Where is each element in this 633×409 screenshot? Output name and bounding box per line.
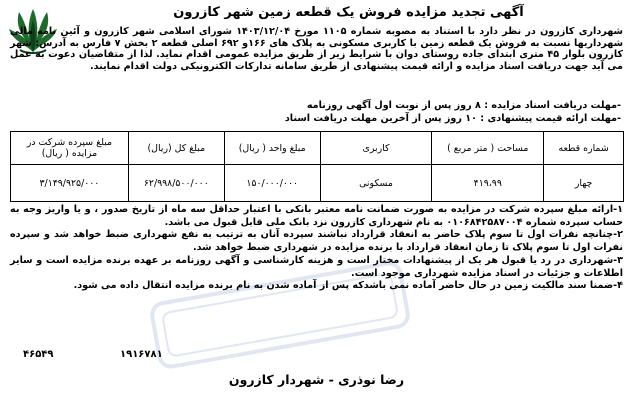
ad-code-right: ۱۹۱۶۷۸۱ <box>120 349 163 360</box>
cell-deposit: ۳/۱۴۹/۹۲۵/۰۰۰ <box>11 165 129 202</box>
cell-unit-price: ۱۵۰/۰۰۰/۰۰۰ <box>224 165 320 202</box>
deadline-offers: -مهلت ارائه قیمت پیشنهادی : ۱۰ روز پس از آخرین مهلت دریافت اسناد <box>284 113 621 124</box>
cell-usage: مسکونی <box>320 165 432 202</box>
term-item: ۲-چنانچه نفرات اول تا سوم پلاک حاضر به انعقاد قرارداد نباشند سپرده آنان به ترتیب به نفع شهرداری ضبط خواهد شد و سپرده نفرات اول تا سوم پلاک تا زمان انعقاد قرارداد با برنده مزایده در شهرداری ضبط خواهد شد. <box>10 229 623 254</box>
header-area: مساحت ( متر مربع ) <box>432 132 544 165</box>
terms-list <box>10 204 623 293</box>
ad-code-left: ۴۶۵۴۹ <box>23 349 54 360</box>
term-item: ۴-ضمنا سند مالکیت زمین در حال حاضر آماده نمی باشدکه پس از آماده شدن به نام برنده مزایده انتقال داده می شود. <box>73 280 623 292</box>
notice-title: آگهی تجدید مزایده فروش یک قطعه زمین شهر کازرون <box>173 5 524 20</box>
header-plot-number: شماره قطعه <box>544 132 624 165</box>
cell-total-price: ۶۲/۹۹۸/۵۰۰/۰۰۰ <box>128 165 224 202</box>
table-row <box>11 165 624 202</box>
signature: رضا نوذری - شهردار کازرون <box>228 372 405 387</box>
header-usage: کاربری <box>320 132 432 165</box>
cell-area: ۴۱۹،۹۹ <box>432 165 544 202</box>
table-header-row <box>11 132 624 165</box>
header-deposit: مبلغ سپرده شرکت در مزایده ( ریال) <box>11 132 129 165</box>
auction-table <box>10 131 624 202</box>
term-item: ۱-ارائه مبلغ سپرده شرکت در مزایده به صورت ضمانت نامه معتبر بانکی با اعتبار حداقل سه ماه از تاریخ صدور ، و یا واریز وجه به حساب سپرده شماره ۰۱۰۶۸۴۲۵۸۷۰۰۴ به نام شهرداری کازرون نزد بانک ملی قابل قبول می باشد. <box>10 204 623 228</box>
notice-intro: شهرداری کازرون در نظر دارد با استناد به مصوبه شماره ۱۱۰۵ مورخ ۱۴۰۳/۱۲/۰۴ شورای اسلامی شهر کازرون و آئین نامه مالی شهرداریها نسبت به فروش یک قطعه زمین با کاربری مسکونی به پلاک های ۱۶۶و ۶۹۲ اصلی قطعه ۲ بخش ۷ فارس به آدرس: شهر کازرون بلوار ۴۵ متری ابتدای جاده روستای دوان با شرایط زیر از طریق مزایده عمومی اقدام نماید. لذا از متقاضیان دعوت به عمل می آید جهت دریافت اسناد مزایده و ارائه قیمت پیشنهادی از طریق سامانه تدارکات الکترونیکی دولت اقدام نمایند. <box>10 26 624 72</box>
header-total-price: مبلغ کل (ریال) <box>128 132 224 165</box>
header-unit-price: مبلغ واحد ( ریال) <box>224 132 320 165</box>
cell-plot-number: چهار <box>544 165 624 202</box>
term-item: ۳-شهرداری در رد یا قبول هر یک از پیشنهادات مختار است و هزینه کارشناسی و آگهی روزنامه بر عهده برنده مزایده است و سایر اطلاعات و جزئیات در اسناد مزایده شهرداری موجود است. <box>10 254 623 279</box>
deadline-documents: -مهلت دریافت اسناد مزایده : ۸ روز پس از نوبت اول آگهی روزنامه <box>306 100 621 111</box>
